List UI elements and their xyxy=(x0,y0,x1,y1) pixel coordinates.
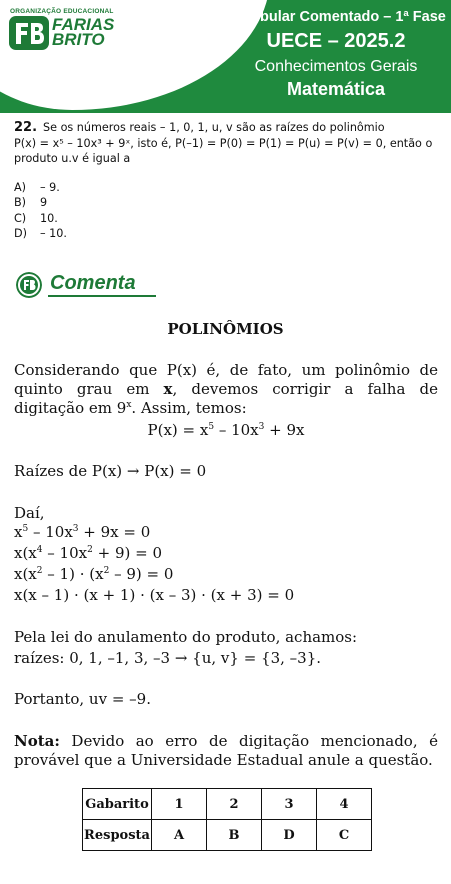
logo-word-2: BRITO xyxy=(52,30,105,49)
solution-intro: Considerando que P(x) é, de fato, um polinômio de quinto grau em x, devemos corrigir a falha de digitação em 9$^x$. Assim, temos: xyxy=(14,361,438,417)
law-line-1: Pela lei do anulamento do produto, achamos: xyxy=(14,628,358,646)
roots-line: Raízes de P(x) → P(x) = 0 xyxy=(14,462,207,480)
question-text-line-2: P(x) = x⁵ – 10x³ + 9ˣ, isto é, P(–1) = P(0) = P(1) = P(u) = P(v) = 0, então o xyxy=(14,136,433,150)
polynomial-formula: $P(x) = x^5 - 10x^3 + 9x$ xyxy=(147,421,305,439)
table-row-label: Resposta xyxy=(83,820,152,851)
option-text: 9 xyxy=(40,196,48,210)
option-letter: B) xyxy=(14,196,27,210)
exam-title: Vestibular Comentado – 1ª Fase xyxy=(226,9,446,25)
note xyxy=(14,732,438,770)
table-cell: 1 xyxy=(152,789,207,820)
option-letter: A) xyxy=(14,181,27,194)
logo-word-1: FARIAS xyxy=(52,15,115,34)
table-cell: 4 xyxy=(317,789,372,820)
comenta-underline xyxy=(48,295,156,297)
exam-subject: Matemática xyxy=(286,79,386,99)
fb-logo-icon xyxy=(9,16,49,50)
note-text: Devido ao erro de digitação mencionado, é provável que a Universidade Estadual anule a questão. xyxy=(14,732,438,769)
logo-wordmark xyxy=(52,17,114,47)
solution-title: POLINÔMIOS xyxy=(167,320,284,338)
answer-table xyxy=(82,788,372,851)
step-2: $x(x^4 - 10x^2 + 9) = 0$ xyxy=(14,544,162,562)
dai-label: Daí, xyxy=(14,504,45,522)
step-3: $x(x^2 - 1) \cdot (x^2 - 9) = 0$ xyxy=(14,565,174,583)
table-cell: D xyxy=(262,820,317,851)
comenta-label: Comenta xyxy=(50,272,136,294)
exam-section: Conhecimentos Gerais xyxy=(254,58,418,75)
conclusion: Portanto, uv = –9. xyxy=(14,690,151,708)
note-label: Nota: xyxy=(14,732,60,750)
fb-logo-icon xyxy=(16,272,42,298)
option-letter: D) xyxy=(14,227,27,241)
option-text: – 9. xyxy=(40,181,60,194)
option-d xyxy=(14,226,67,241)
header-banner xyxy=(0,0,451,113)
table-row xyxy=(83,789,372,820)
law-line-2: raízes: 0, 1, –1, 3, –3 → {u, v} = {3, –3}. xyxy=(14,649,322,667)
option-b xyxy=(14,195,67,210)
question-options xyxy=(14,180,67,242)
option-letter: C) xyxy=(14,211,27,225)
question-statement xyxy=(14,120,444,167)
table-cell: B xyxy=(207,820,262,851)
exam-edition: UECE – 2025.2 xyxy=(266,30,406,52)
question-text-line-1: Se os números reais – 1, 0, 1, u, v são as raízes do polinômio xyxy=(43,121,385,134)
table-header-label: Gabarito xyxy=(83,789,152,820)
option-c xyxy=(14,211,67,226)
step-4: x(x – 1) · (x + 1) · (x – 3) · (x + 3) = 0 xyxy=(14,586,295,604)
table-cell: 3 xyxy=(262,789,317,820)
option-text: 10. xyxy=(40,211,58,225)
table-row xyxy=(83,820,372,851)
option-text: – 10. xyxy=(40,227,67,241)
option-a xyxy=(14,180,67,195)
table-cell: A xyxy=(152,820,207,851)
table-cell: 2 xyxy=(207,789,262,820)
question-text-line-3: produto u.v é igual a xyxy=(14,152,131,165)
step-1: $x^5 - 10x^3 + 9x = 0$ xyxy=(14,523,151,541)
question-number: 22. xyxy=(14,120,38,135)
org-label: ORGANIZAÇÃO EDUCACIONAL xyxy=(10,8,114,15)
table-cell: C xyxy=(317,820,372,851)
